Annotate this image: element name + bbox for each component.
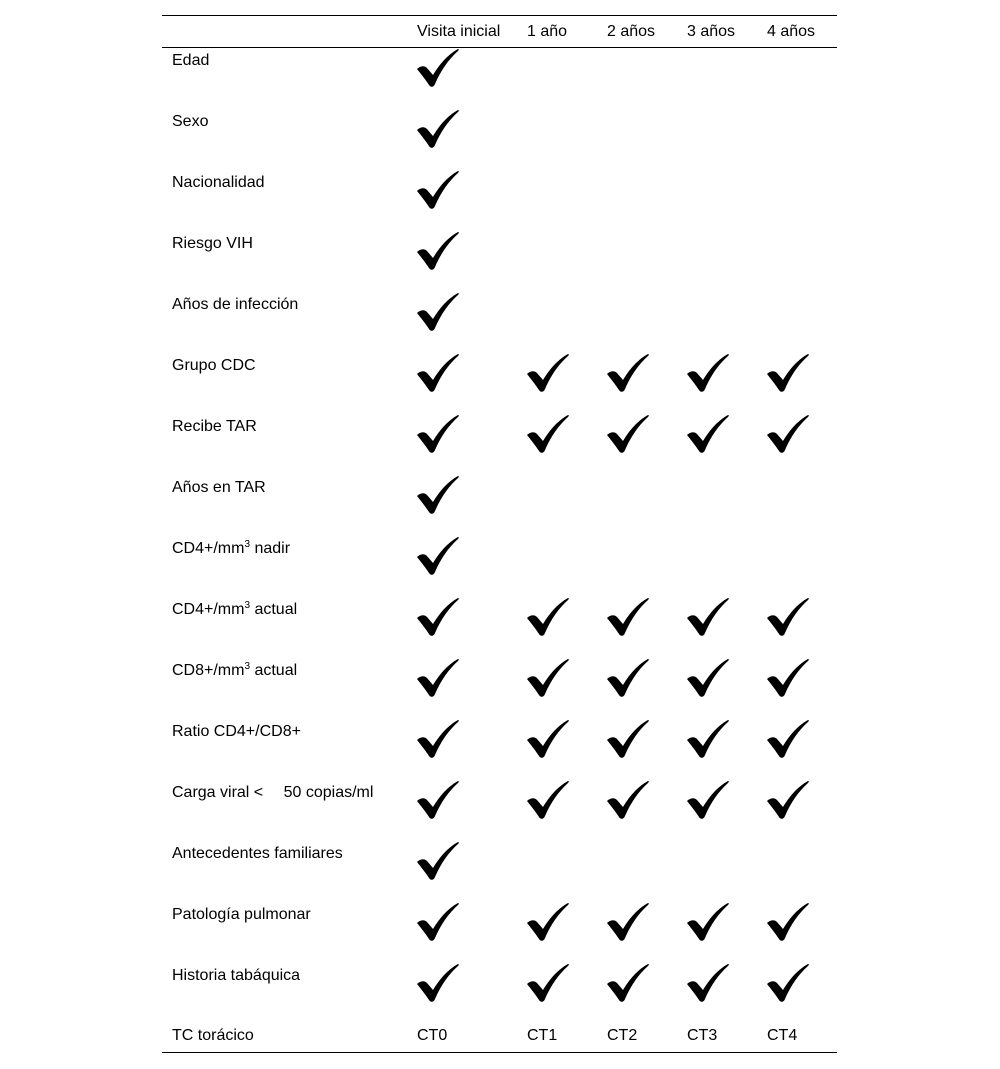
column-header: 4 años — [767, 23, 816, 40]
row-label: Grupo CDC — [172, 357, 256, 374]
checkmark-icon — [766, 902, 810, 942]
row-label: Recibe TAR — [172, 418, 257, 435]
checkmark-icon — [416, 353, 460, 393]
checkmark-icon — [416, 658, 460, 698]
checkmark-icon — [416, 597, 460, 637]
checkmark-icon — [416, 414, 460, 454]
checkmark-icon — [606, 658, 650, 698]
row-label: Patología pulmonar — [172, 906, 311, 923]
column-header: 2 años — [607, 23, 656, 40]
row-label — [172, 539, 290, 559]
checkmark-icon — [416, 963, 460, 1003]
top-rule — [162, 15, 837, 16]
checkmark-icon — [686, 719, 730, 759]
checkmark-icon — [766, 719, 810, 759]
row-label: Edad — [172, 52, 210, 69]
checkmark-icon — [526, 902, 570, 942]
row-label-superscript: 3 — [244, 539, 251, 550]
row-label: Historia tabáquica — [172, 967, 301, 984]
row-label-text: CD8+/mm — [172, 662, 245, 679]
row-label: Sexo — [172, 113, 209, 130]
checkmark-icon — [416, 719, 460, 759]
table-cell: CT4 — [767, 1027, 798, 1044]
row-label-suffix: actual — [250, 601, 298, 618]
row-label: Carga viral < 50 copias/ml — [172, 784, 374, 801]
checkmark-icon — [686, 414, 730, 454]
row-label: Años en TAR — [172, 479, 266, 496]
row-label-superscript: 3 — [244, 661, 251, 672]
table-cell: CT3 — [687, 1027, 718, 1044]
checkmark-icon — [416, 170, 460, 210]
row-label-superscript: 3 — [244, 600, 251, 611]
checkmark-icon — [526, 597, 570, 637]
table-cell: CT0 — [417, 1027, 448, 1044]
checkmark-icon — [526, 353, 570, 393]
table-cell: CT1 — [527, 1027, 558, 1044]
checkmark-icon — [606, 719, 650, 759]
checkmark-icon — [686, 658, 730, 698]
checkmark-icon — [606, 597, 650, 637]
checkmark-icon — [416, 475, 460, 515]
checkmark-icon — [416, 536, 460, 576]
column-header: 3 años — [687, 23, 736, 40]
column-header: 1 año — [527, 23, 568, 40]
row-label-suffix: actual — [250, 662, 298, 679]
checkmark-icon — [606, 780, 650, 820]
checkmark-icon — [766, 780, 810, 820]
checkmark-icon — [416, 902, 460, 942]
checkmark-icon — [416, 109, 460, 149]
row-label: Riesgo VIH — [172, 235, 253, 252]
checkmark-icon — [686, 353, 730, 393]
row-label-suffix: nadir — [250, 540, 291, 557]
row-label: Nacionalidad — [172, 174, 265, 191]
checkmark-icon — [766, 658, 810, 698]
checkmark-icon — [526, 414, 570, 454]
row-label: Ratio CD4+/CD8+ — [172, 723, 301, 740]
row-label: Antecedentes familiares — [172, 845, 343, 862]
checkmark-icon — [686, 780, 730, 820]
bottom-rule — [162, 1052, 837, 1053]
checkmark-icon — [606, 414, 650, 454]
checkmark-icon — [526, 719, 570, 759]
checkmark-icon — [686, 963, 730, 1003]
checkmark-icon — [526, 963, 570, 1003]
row-label: Años de infección — [172, 296, 299, 313]
checkmark-icon — [766, 963, 810, 1003]
column-header: Visita inicial — [417, 23, 501, 40]
checkmark-icon — [416, 231, 460, 271]
checkmark-icon — [416, 841, 460, 881]
checkmark-icon — [416, 48, 460, 88]
checkmark-icon — [766, 414, 810, 454]
checkmark-icon — [526, 658, 570, 698]
checkmark-icon — [686, 597, 730, 637]
checkmark-icon — [526, 780, 570, 820]
checkmark-icon — [766, 353, 810, 393]
row-label — [172, 661, 297, 681]
row-label-text: CD4+/mm — [172, 601, 245, 618]
row-label — [172, 600, 297, 620]
checkmark-icon — [606, 963, 650, 1003]
row-label-text: CD4+/mm — [172, 540, 245, 557]
checkmark-icon — [416, 780, 460, 820]
table-cell: CT2 — [607, 1027, 638, 1044]
row-label: TC torácico — [172, 1027, 254, 1044]
checkmark-icon — [606, 353, 650, 393]
checkmark-icon — [686, 902, 730, 942]
checkmark-icon — [416, 292, 460, 332]
header-rule — [162, 47, 837, 48]
checkmark-icon — [766, 597, 810, 637]
checkmark-icon — [606, 902, 650, 942]
